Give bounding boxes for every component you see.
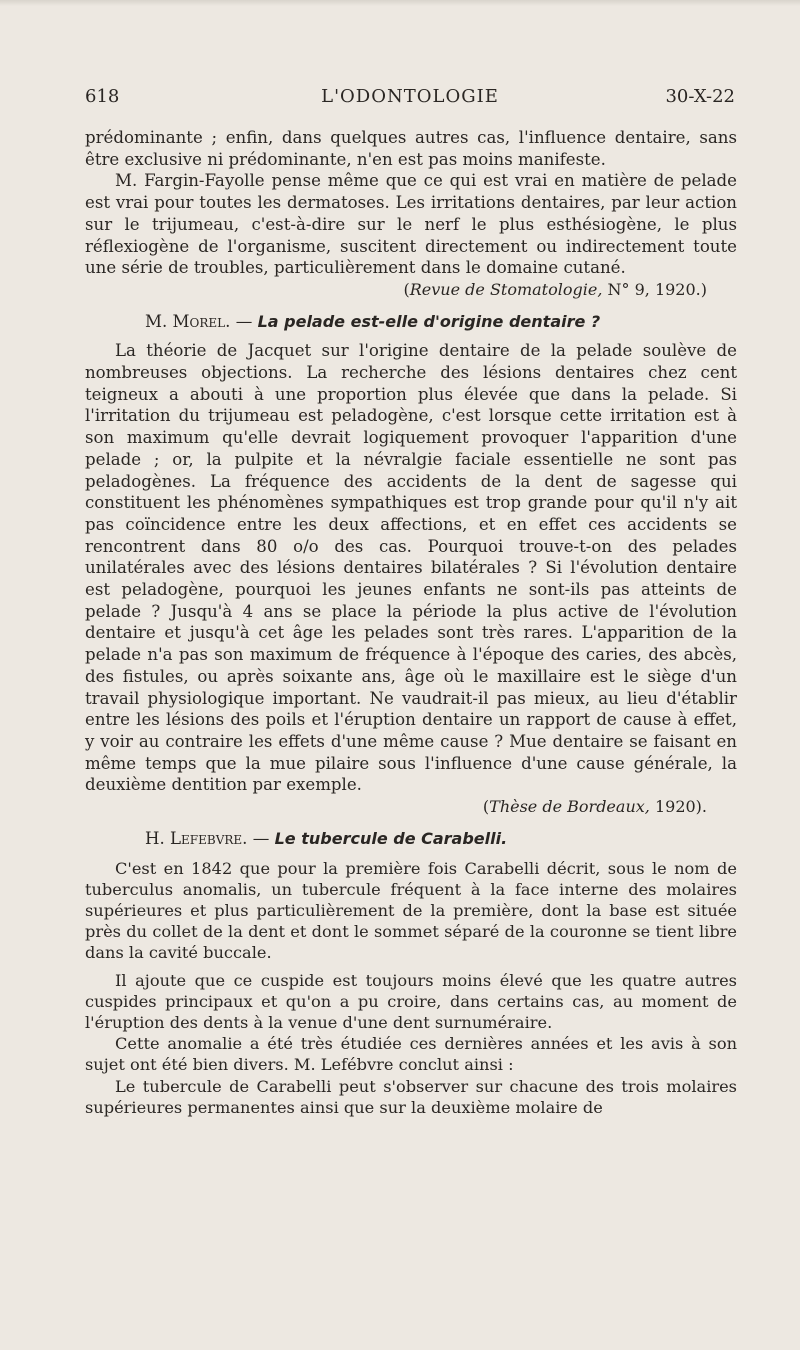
paragraph: La théorie de Jacquet sur l'origine dentaire de la pelade soulève de nombreuses objections. La recherche des lésions dentaires chez cent teigneux a abouti à une proportion plus élevée que dans la pelade. Si l'irritation du trijumeau est peladogène, c'est lorsque cette irritation est à son maximum qu'elle devrait logiquement provoquer l'apparition d'une pelade ; or, la pulpite et la névralgie faciale essentielle ne sont pas peladogènes. La fréquence des accidents de la dent de sagesse qui constituent les phénomènes sympathiques est trop grande pour qu'il n'y ait pas coïncidence entre les deux affections, et en effet ces accidents se rencontrent dans 80 o/o des cas. Pourquoi trouve-t-on des pelades unilatérales avec des lésions dentaires bilatérales ? Si l'évolution dentaire est peladogène, pourquoi les jeunes enfants ne sont-ils pas atteints de pelade ? Jusqu'à 4 ans se place la période la plus active de l'évolution dentaire et jusqu'à cet âge les pelades sont très rares. L'apparition de la pelade n'a pas son maximum de fréquence à l'époque des caries, des abcès, des fistules, ou après soixante ans, âge où le maxillaire est le siège d'un travail physiologique important. Ne vaudrait-il pas mieux, au lieu d'établir entre les lésions des poils et l'éruption dentaire un rapport de cause à effet, y voir au contraire les effets d'une même cause ? Mue dentaire se faisant en même temps que la mue pilaire sous l'influence d'une cause générale, la deuxième dentition par exemple. bbox=[85, 341, 737, 795]
article-title: Le tubercule de Carabelli. bbox=[274, 828, 508, 848]
paragraph: Le tubercule de Carabelli peut s'observer sur chacune des trois molaires supérieures permanentes ainsi que sur la deuxième molaire de bbox=[85, 1076, 737, 1117]
source-citation: (Thèse de Bordeaux, 1920). bbox=[482, 797, 707, 817]
source-journal: Revue de Stomatologie, bbox=[409, 279, 603, 299]
paragraph: M. Fargin-Fayolle pense même que ce qui est vrai en matière de pelade est vrai pour toutes les dermatoses. Les irritations dentaires, par leur action sur le trijumeau, c'est-à-dire sur le nerf le plus esthésiogène, le plus réflexiogène de l'organisme, suscitent directement ou indirectement toute une série de troubles, particulièrement dans le domaine cutané. bbox=[85, 171, 737, 278]
page-top-edge bbox=[0, 0, 800, 6]
paragraph: prédominante ; enfin, dans quelques autres cas, l'influence dentaire, sans être exclusive ni prédominante, n'en est pas moins manifeste. bbox=[85, 128, 737, 169]
running-header bbox=[85, 86, 735, 112]
paragraph: Il ajoute que ce cuspide est toujours moins élevé que les quatre autres cuspides principaux et qu'on a pu croire, dans certains cas, au moment de l'éruption des dents à la venue d'une dent surnuméraire. bbox=[85, 970, 737, 1032]
article-heading: H. Lefebvre. — Le tubercule de Carabelli. bbox=[145, 828, 508, 848]
page-number: 618 bbox=[85, 86, 120, 107]
article-author: H. Lefebvre. bbox=[145, 828, 248, 848]
article-author: M. Morel. bbox=[145, 311, 231, 331]
issue-date: 30-X-22 bbox=[665, 86, 735, 107]
paragraph: Cette anomalie a été très étudiée ces dernières années et les avis à son sujet ont été bien divers. M. Lefébvre conclut ainsi : bbox=[85, 1034, 737, 1075]
article-body bbox=[85, 858, 737, 1118]
paragraph: C'est en 1842 que pour la première fois Carabelli décrit, sous le nom de tuberculus anomalis, un tubercule fréquent à la face interne des molaires supérieures et plus particulièrement de la première, dont la base est située près du collet de la dent et dont le sommet séparé de la couronne se tient libre dans la cavité buccale. bbox=[85, 858, 737, 963]
source-details: N° 9, 1920. bbox=[607, 279, 701, 299]
source-citation: (Revue de Stomatologie, N° 9, 1920.) bbox=[403, 279, 707, 299]
source-details: 1920 bbox=[654, 797, 696, 817]
article-heading: M. Morel. — La pelade est-elle d'origine dentaire ? bbox=[145, 311, 601, 331]
article-title: La pelade est-elle d'origine dentaire ? bbox=[257, 311, 601, 331]
source-journal: Thèse de Bordeaux, bbox=[489, 797, 650, 817]
body-text bbox=[85, 127, 737, 1118]
journal-title: L'ODONTOLOGIE bbox=[321, 86, 499, 107]
